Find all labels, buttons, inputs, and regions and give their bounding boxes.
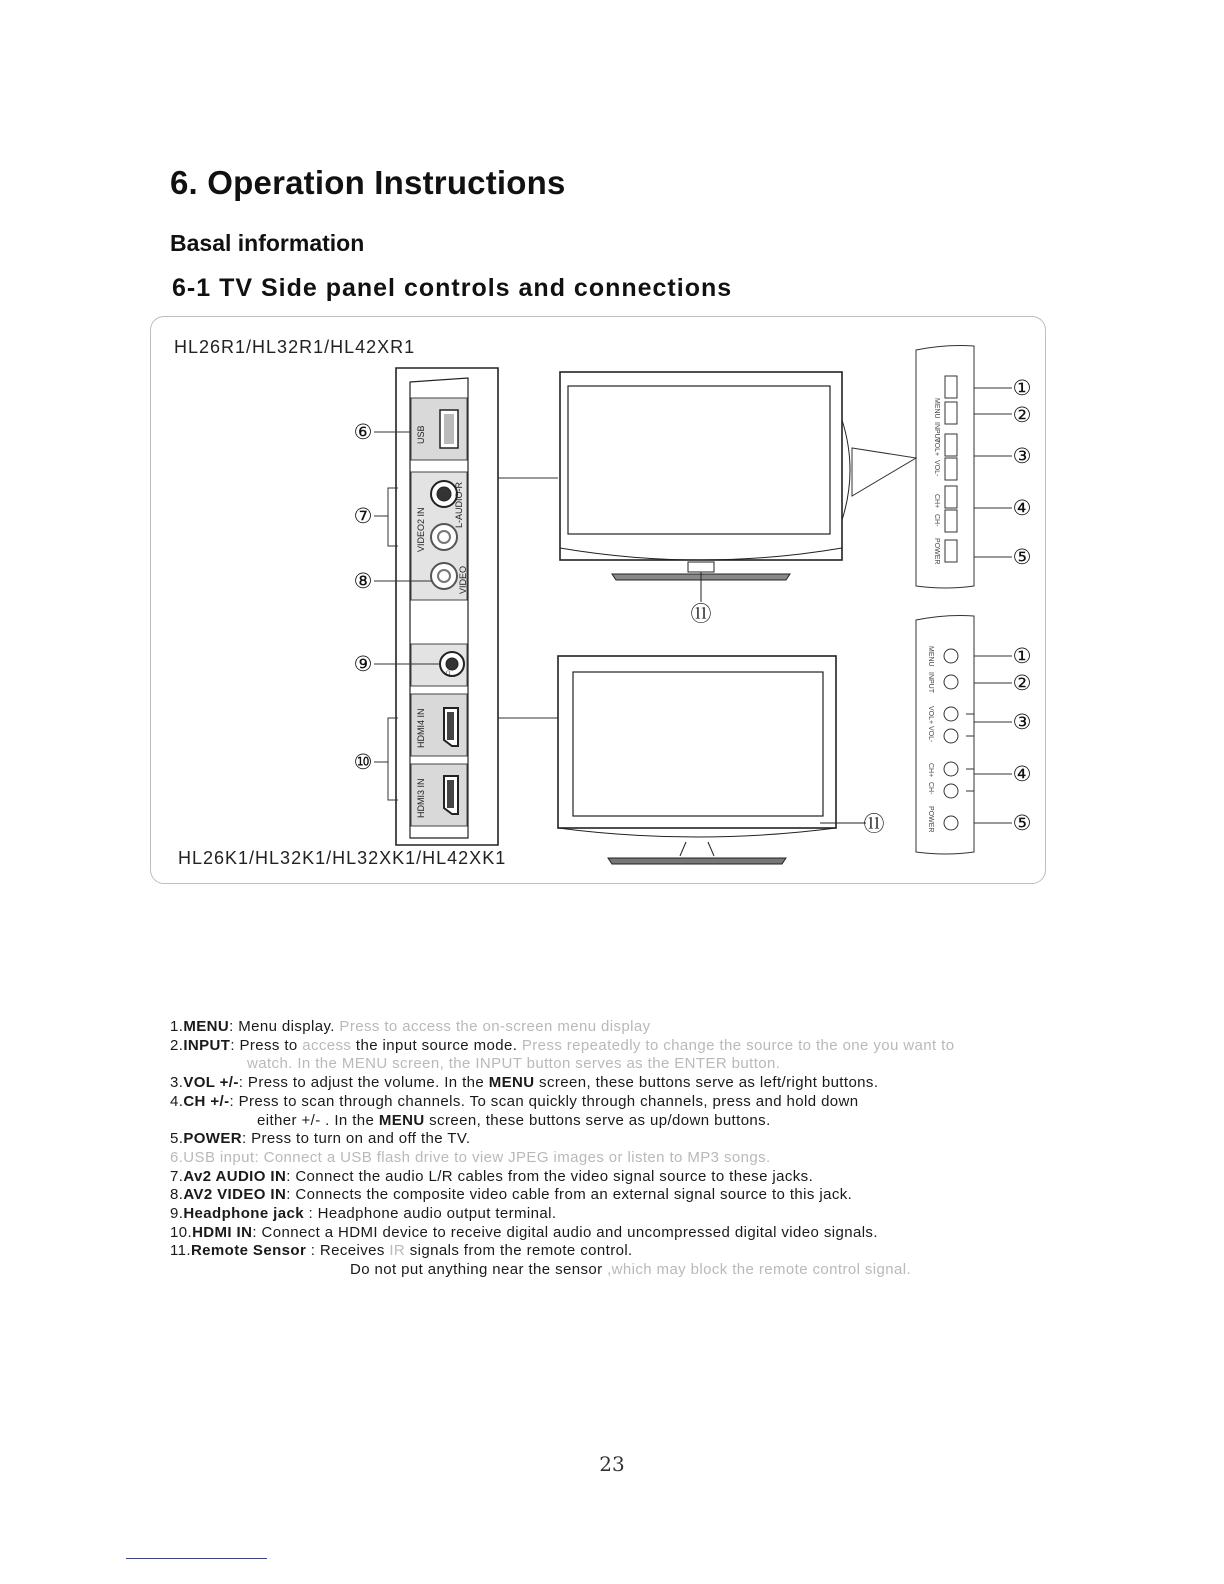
item-ch: 4.CH +/-: Press to scan through channels. To scan quickly through channels, press and hold down	[170, 1092, 859, 1110]
item-usb: 6.USB input: Connect a USB flash drive to view JPEG images or listen to MP3 songs.	[170, 1148, 771, 1166]
btn-label-input: INPUT	[933, 422, 940, 443]
item-menu: 1.MENU: Menu display. Press to access the on-screen menu display	[170, 1018, 651, 1035]
item-remote-sensor: 11.Remote Sensor : Receives IR signals from the remote control.	[170, 1242, 633, 1260]
jack-panel	[396, 368, 498, 845]
btn-label-input-b: INPUT	[927, 672, 934, 693]
page-title: 6. Operation Instructions	[170, 164, 566, 201]
callout-1-top: ①	[1012, 377, 1032, 400]
tv-bottom	[558, 656, 866, 864]
tv-top	[560, 372, 916, 602]
btn-label-menu-b: MENU	[927, 646, 934, 667]
callout-3-bottom: ③	[1012, 711, 1032, 734]
headphone-glyph: ∩	[445, 667, 452, 677]
btn-label-voldown-b: VOL-	[927, 726, 934, 743]
callout-8: ⑧	[353, 570, 373, 593]
item-remote-sensor-cont: Do not put anything near the sensor ,which may block the remote control signal.	[350, 1261, 912, 1279]
right-callouts-top	[1013, 377, 1032, 569]
right-callouts-bottom	[1013, 645, 1032, 835]
callout-10: ⑩	[353, 751, 373, 774]
l-audio-r-label: L-AUDIO-R	[454, 481, 464, 528]
footer-line	[126, 1558, 267, 1559]
callout-2-bottom: ②	[1012, 672, 1032, 695]
item-headphone: 9.Headphone jack : Headphone audio output terminal.	[170, 1205, 557, 1223]
btn-label-chdown: CH-	[933, 514, 940, 527]
item-av2-video: 8.AV2 VIDEO IN: Connects the composite video cable from an external signal source to this jack.	[170, 1186, 853, 1204]
callout-11-top: ⑪	[690, 603, 712, 626]
hdmi3-in-label: HDMI3 IN	[416, 778, 426, 818]
item-vol: 3.VOL +/-: Press to adjust the volume. In the MENU screen, these buttons serve as left/right buttons.	[170, 1074, 879, 1092]
button-labels-top	[933, 398, 940, 564]
callout-11-bottom: ⑪	[863, 813, 885, 836]
callout-9: ⑨	[353, 653, 373, 676]
btn-label-volup-b: VOL+	[927, 706, 934, 725]
video2-in-label: VIDEO2 IN	[416, 507, 426, 552]
callout-5-top: ⑤	[1012, 546, 1032, 569]
section-subtitle: Basal information	[170, 230, 365, 256]
btn-label-volup: VOL+	[933, 438, 940, 457]
model-label-bottom: HL26K1/HL32K1/HL32XK1/HL42XK1	[178, 848, 507, 868]
item-ch-cont: either +/- . In the MENU screen, these buttons serve as up/down buttons.	[257, 1111, 771, 1129]
callout-6: ⑥	[353, 421, 373, 444]
callout-3-top: ③	[1012, 445, 1032, 468]
item-hdmi: 10.HDMI IN: Connect a HDMI device to receive digital audio and uncompressed digital video signals.	[170, 1223, 878, 1241]
btn-label-menu: MENU	[933, 398, 940, 419]
callout-4-top: ④	[1012, 497, 1032, 520]
callout-1-bottom: ①	[1012, 645, 1032, 668]
model-label-top: HL26R1/HL32R1/HL42XR1	[174, 337, 416, 357]
btn-label-chdown-b: CH-	[927, 782, 934, 795]
callout-2-top: ②	[1012, 404, 1032, 427]
item-power: 5.POWER: Press to turn on and off the TV.	[170, 1130, 471, 1148]
btn-label-power-b: POWER	[927, 806, 934, 833]
item-input: 2.INPUT: Press to access the input source mode. Press repeatedly to change the source to the one you want to	[170, 1036, 955, 1054]
btn-label-chup: CH+	[933, 494, 940, 509]
button-labels-bottom	[927, 646, 934, 832]
btn-label-power: POWER	[933, 538, 940, 565]
hdmi4-in-label: HDMI4 IN	[416, 708, 426, 748]
usb-label: USB	[416, 425, 426, 444]
item-av2-audio: 7.Av2 AUDIO IN: Connect the audio L/R cables from the video signal source to these jacks.	[170, 1167, 814, 1185]
video-label: VIDEO	[458, 565, 468, 594]
btn-label-chup-b: CH+	[927, 763, 934, 778]
item-input-cont: watch. In the MENU screen, the INPUT button serves as the ENTER button.	[247, 1055, 781, 1073]
button-strip-top	[916, 346, 1012, 589]
btn-label-voldown: VOL-	[933, 460, 940, 477]
left-callouts	[354, 421, 373, 774]
instructions-list	[170, 1018, 1090, 1280]
section-heading: 6-1 TV Side panel controls and connections	[172, 274, 733, 302]
page-number: 23	[599, 1452, 625, 1476]
callout-5-bottom: ⑤	[1012, 812, 1032, 835]
callout-7: ⑦	[353, 505, 373, 528]
callout-4-bottom: ④	[1012, 763, 1032, 786]
